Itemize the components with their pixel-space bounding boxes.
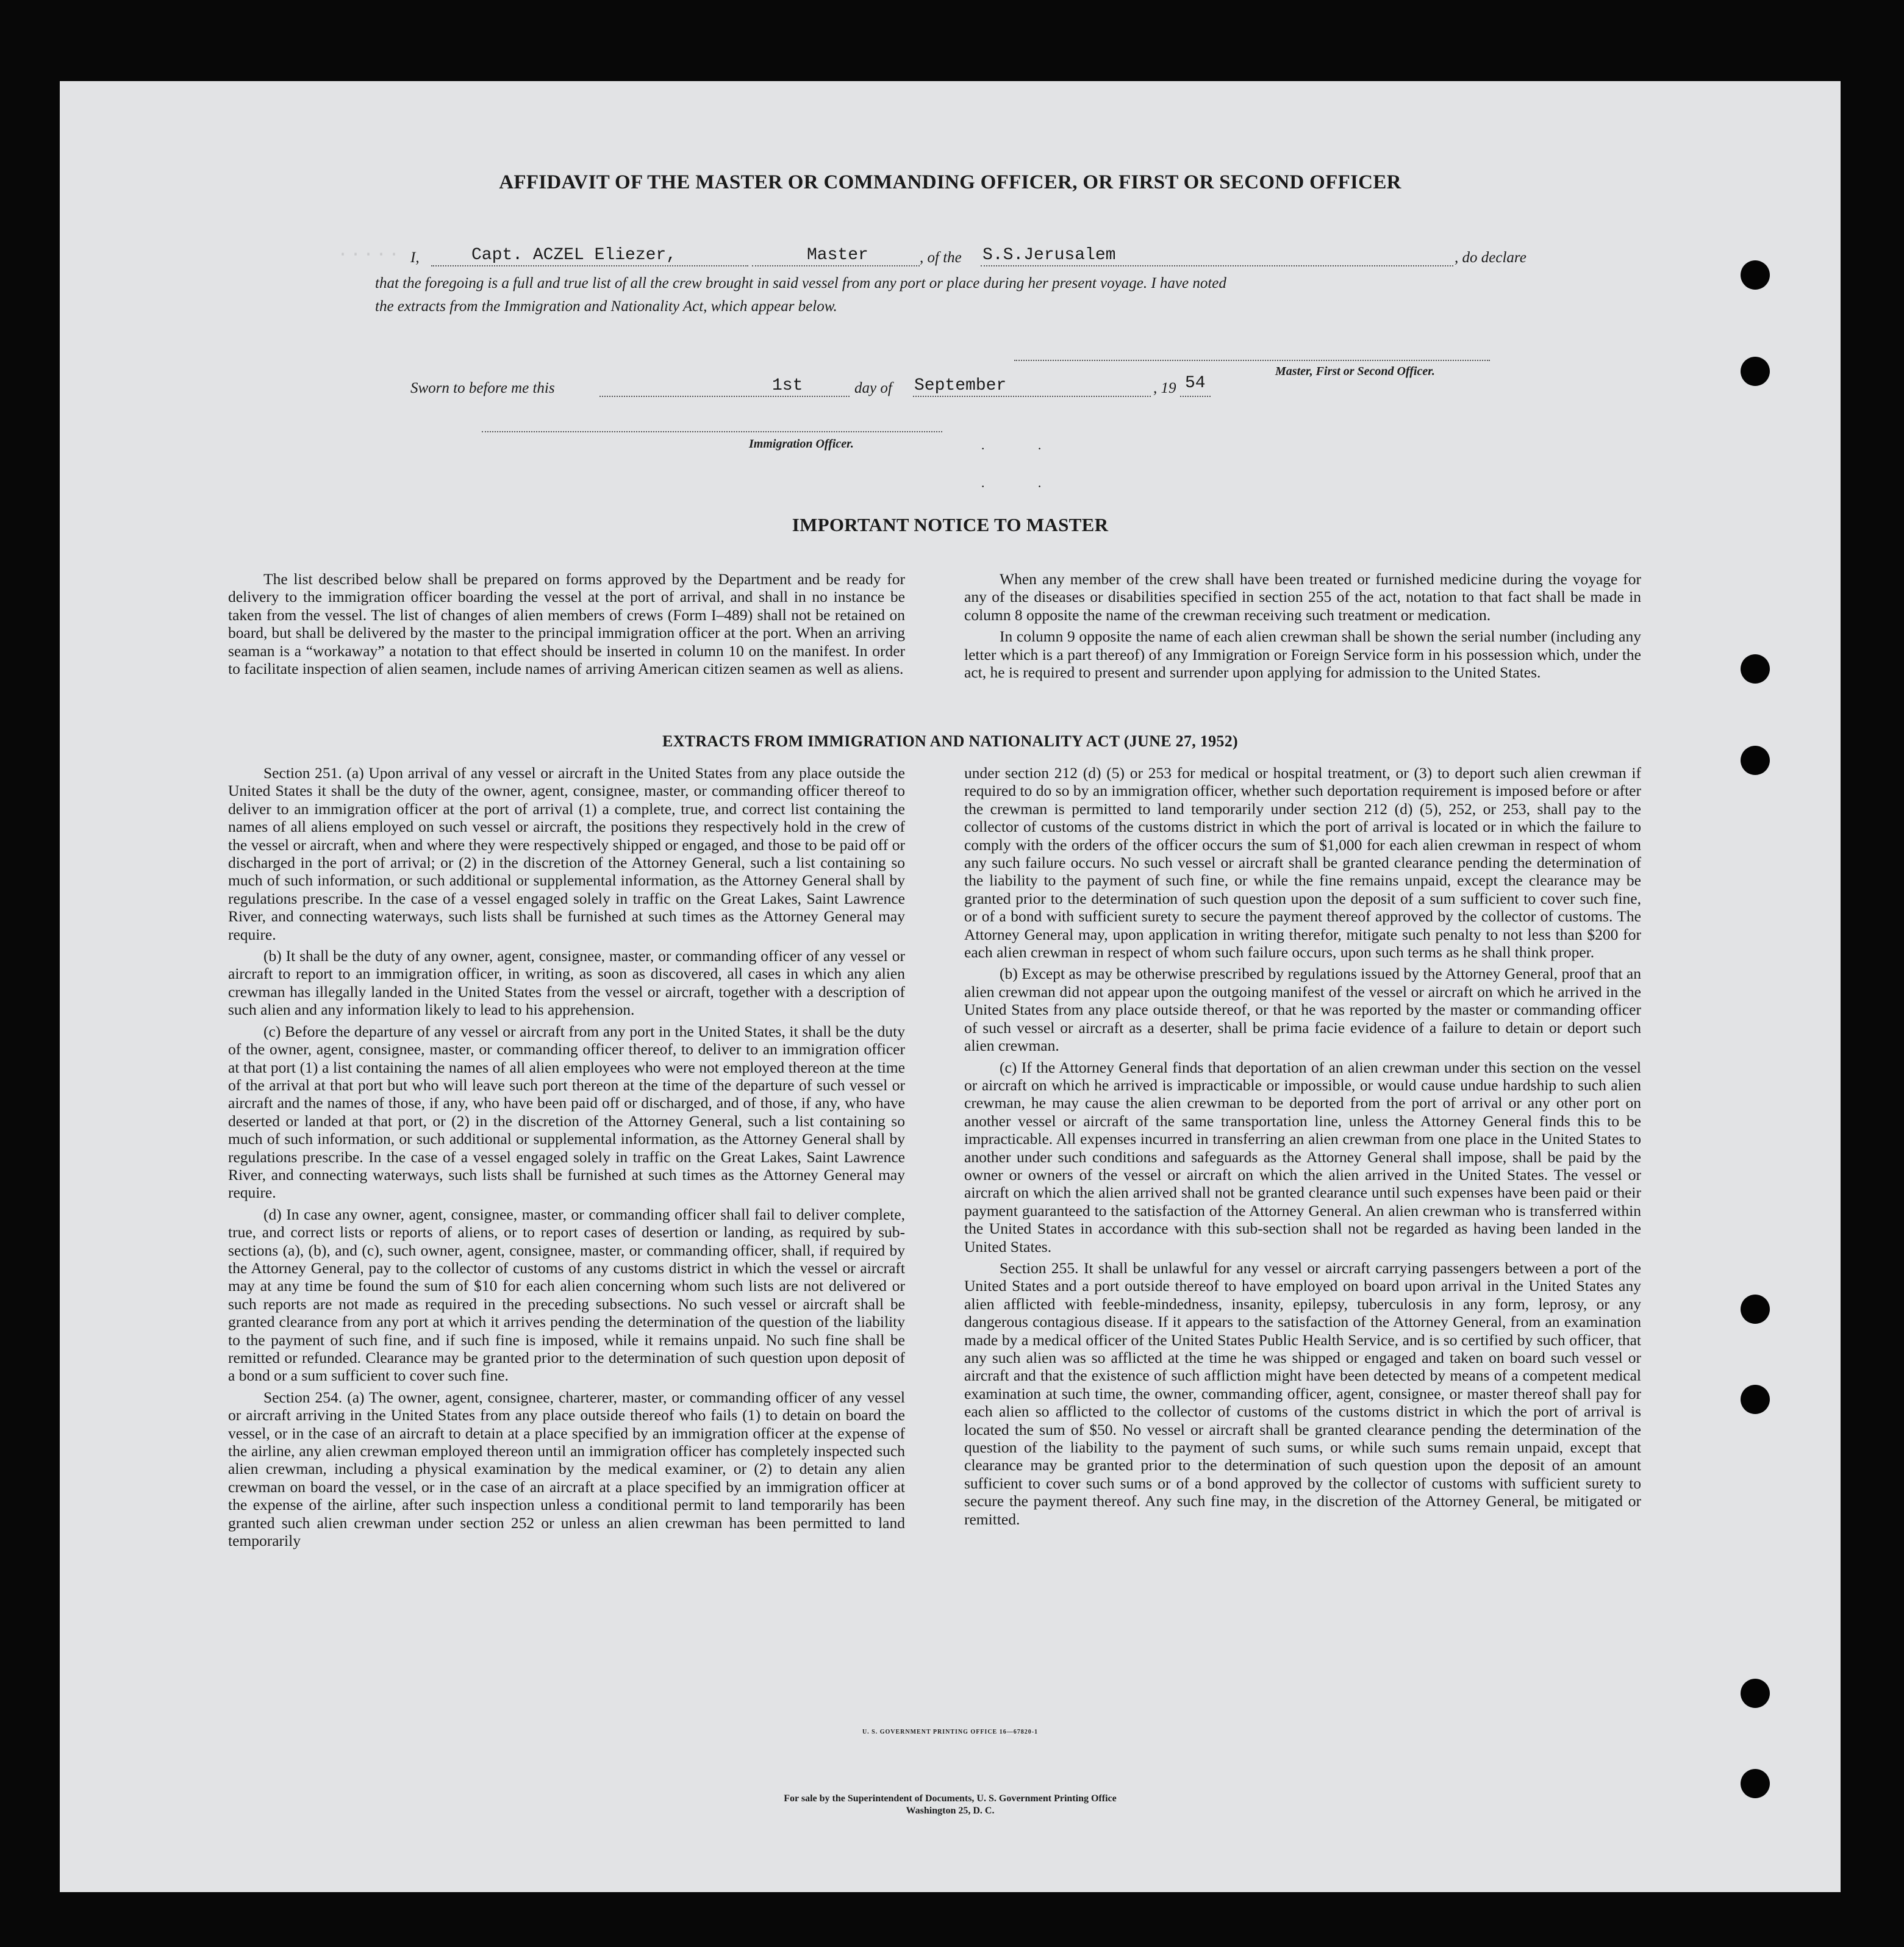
master-signature-line[interactable] [1014,360,1490,361]
sale-line-2: Washington 25, D. C. [906,1806,995,1816]
extract-paragraph: Section 254. (a) The owner, agent, consignee, charterer, master, or commanding officer of any vessel or aircraft arriving in the United States from any place outside thereof who fails (1) to detain on board the vessel, or in the case of an aircraft to detain at a place specified by an immigration officer at the expense of the airline, any alien crewman employed thereon until an immigration officer has completely inspected such alien crewman, including a physical examination by the medical examiner, or (2) to detain any alien crewman on board the vessel, or in the case of an aircraft at a place specified by an immigration officer at the expense of the airline, after such inspection unless a conditional permit to land temporarily has been granted such alien crewman under section 252 or unless an alien crewman has been permitted to land temporarily [228,1388,905,1550]
punch-hole [1741,1385,1770,1414]
notice-paragraph: When any member of the crew shall have been treated or furnished medicine during the voyage for any of the diseases or disabilities specified in section 255 of the act, notation to that fact shall be made in column 8 opposite the name of the crewman receiving such treatment or medication. [964,570,1641,624]
form-page [60,81,1841,1892]
notice-title: IMPORTANT NOTICE TO MASTER [792,514,1109,535]
print-code: U. S. GOVERNMENT PRINTING OFFICE 16—67820-1 [862,1729,1039,1735]
punch-hole [1741,1769,1770,1798]
stray-marks: · · [981,441,1067,456]
immigration-officer-caption: Immigration Officer. [749,437,854,451]
punch-hole [1741,746,1770,775]
sworn-line [410,376,1295,401]
day-of-label: day of [854,380,892,396]
vessel-name-field[interactable]: S.S.Jerusalem [982,246,1116,265]
notice-paragraph: In column 9 opposite the name of each alien crewman shall be shown the serial number (including any letter which is a part thereof) of any Immigration or Foreign Service form in his possession which, under the act, he is required to present and surrender upon applying for admission to the United States. [964,627,1641,682]
notice-left-column [228,570,905,681]
of-the-label: , of the [920,249,962,266]
extract-paragraph: (b) It shall be the duty of any owner, agent, consignee, master, or commanding officer of any vessel or aircraft to report to an immigration officer, in writing, as soon as discovered, all cases in which any alien crewman has illegally landed in the United States from the vessel or aircraft, together with a description of such alien and any information likely to lead to his apprehension. [228,947,905,1019]
master-name-field[interactable]: Capt. ACZEL Eliezer, [471,246,677,265]
declaration-line [410,246,1557,270]
extract-paragraph: (d) In case any owner, agent, consignee, master, or commanding officer shall fail to deliver complete, true, and correct lists or reports of aliens, or to report cases of desertion or landing, as required by sub-sections (a), (b), and (c), such owner, agent, consignee, master, or commanding officer, shall, if required by the Attorney General, pay to the collector of customs of any customs district in which the vessel or aircraft may at any time be found the sum of $10 for each alien concerning whom such lists are not delivered or such reports are not made as required in the preceding subsections. No such vessel or aircraft shall be granted clearance from any port at which it arrives pending the determination of the question of the liability to the payment of such fine, and if such fine is imposed, while it remains unpaid. No such fine shall be remitted or refunded. Clearance may be granted prior to the determination of such question upon deposit of a bond or a sum sufficient to cover such fine. [228,1205,905,1385]
extracts-title: EXTRACTS FROM IMMIGRATION AND NATIONALITY ACT (JUNE 27, 1952) [662,732,1238,750]
punch-hole [1741,357,1770,386]
affidavit-title: AFFIDAVIT OF THE MASTER OR COMMANDING OFFICER, OR FIRST OR SECOND OFFICER [499,171,1401,193]
sworn-year-field[interactable]: 54 [1185,374,1206,393]
extract-paragraph: (c) If the Attorney General finds that deportation of an alien crewman under this section on the vessel or aircraft on which he arrived is impracticable or impossible, or would cause undue hardship to such alien crewman, he may cause the alien crewman to be deported from the port of arrival or any other port on another vessel or aircraft of the same transportation line, unless the Attorney General finds this to be impracticable. All expenses incurred in transferring an alien crewman from one place in the United States to another under such conditions and safeguards as the Attorney General shall impose, shall be paid by the owner or owners of the vessel or aircraft on which the alien arrived in the United States. The vessel or aircraft on which the alien arrived shall not be granted clearance until such expenses have been paid or their payment guaranteed to the satisfaction of the Attorney General. An alien crewman who is transferred within the United States in accordance with this sub-section shall not be regarded as having been landed in the United States. [964,1058,1641,1256]
notice-right-column [964,570,1641,685]
extracts-left-column [228,764,905,1553]
punch-hole [1741,260,1770,290]
year-prefix-label: , 19 [1153,380,1176,396]
declaration-prefix: I, [410,249,420,266]
extract-paragraph: under section 212 (d) (5) or 253 for medical or hospital treatment, or (3) to deport such alien crewman if required to do so by an immigration officer, whether such deportation requirement is imposed before or after the crewman is permitted to land temporarily under section 212 (d) (5), 252, or 253, shall pay to the collector of customs of the customs district in which the port of arrival is located or in which the failure to comply with the orders of the officer occurs the sum of $1,000 for each alien crewman in respect of whom any such failure occurs. No such vessel or aircraft shall be granted clearance pending the determination of the liability to the payment of such fine, or while the fine remains unpaid, except the clearance may be granted prior to the determination of such question upon the deposit of a sum sufficient to cover such fine, or of a bond with sufficient surety to secure the payment thereof approved by the collector of customs. The Attorney General may, upon application in writing therefor, mitigate such penalty to not less than $200 for each alien crewman in respect of whom such failure occurs, upon such terms as he shall think proper. [964,764,1641,962]
extract-paragraph: Section 255. It shall be unlawful for any vessel or aircraft carrying passengers between a port of the United States and a port outside thereof to have employed on board upon arrival in the United States any alien afflicted with feeble-mindedness, insanity, epilepsy, tuberculosis in any form, leprosy, or any dangerous contagious disease. If it appears to the satisfaction of the Attorney General, from an examination made by a medical officer of the United States Public Health Service, and is so certified by such officer, that any such alien was so afflicted at the time he was shipped or engaged and taken on board such vessel or aircraft and that the existence of such affliction might have been detected by means of a competent medical examination at such time, the owner, commanding officer, agent, consignee, or master thereof shall pay for each alien so afflicted to the collector of customs of the customs district in which the port of arrival is located the sum of $50. No vessel or aircraft shall be granted clearance pending the determination of the question of the liability to the payment of such sums, or while such sums remain unpaid, except that clearance may be granted prior to the determination of such question upon the deposit of an amount sufficient to cover such sums or of a bond approved by the collector of customs with sufficient surety to secure the payment thereof. Any such fine may, in the discretion of the Attorney General, be mitigated or remitted. [964,1259,1641,1528]
sworn-month-field[interactable]: September [914,376,1007,395]
stray-marks: · · [981,479,1067,494]
extract-paragraph: Section 251. (a) Upon arrival of any vessel or aircraft in the United States from any place outside the United States it shall be the duty of the owner, agent, consignee, master, or commanding officer thereof to deliver to an immigration officer at the port of arrival (1) a complete, true, and correct list containing the names of all aliens employed on such vessel or aircraft, the positions they respectively hold in the crew of the vessel or aircraft, when and where they were respectively shipped or engaged, and those to be paid off or discharged in the port of arrival; or (2) in the discretion of the Attorney General, such a list containing so much of such information, or such additional or supplemental information, as the Attorney General shall by regulations prescribe. In the case of a vessel engaged solely in traffic on the Great Lakes, Saint Lawrence River, and connecting waterways, such lists shall be furnished at such times as the Attorney General may require. [228,764,905,943]
declaration-line-3: the extracts from the Immigration and Nationality Act, which appear below. [375,298,837,315]
notice-paragraph: The list described below shall be prepared on forms approved by the Department and be ready for delivery to the immigration officer boarding the vessel at the port of arrival, and shall in no instance be taken from the vessel. The list of changes of alien members of crews (Form I–489) shall not be retained on board, but shall be delivered by the master to the principal immigration officer at the port. When an arriving seaman is a “workaway” a notation to that effect should be inserted in column 10 on the manifest. In order to facilitate inspection of alien seamen, include names of arriving American citizen seamen as well as aliens. [228,570,905,678]
bleed-through-mark: ..... [337,241,402,262]
sworn-day-field[interactable]: 1st [772,376,803,395]
punch-hole [1741,1679,1770,1708]
rank-field[interactable]: Master [807,246,868,265]
extract-paragraph: (c) Before the departure of any vessel or aircraft from any port in the United States, it shall be the duty of the owner, agent, consignee, master, or commanding officer thereof, to deliver to an immigration officer at that port (1) a list containing the names of all alien employees who were not employed thereon at the time of the arrival at that port but who will leave such port thereon at the time of the departure of such vessel or aircraft and the names of those, if any, who have been paid off or discharged, and of those, if any, who have deserted or landed at that port, or (2) in the discretion of the Attorney General, such a list containing so much of such information, or such additional or supplemental information, as the Attorney General shall by regulations prescribe. In the case of a vessel engaged solely in traffic on the Great Lakes, Saint Lawrence River, and connecting waterways, such lists shall be furnished at such times as the Attorney General may require. [228,1022,905,1202]
extracts-right-column [964,764,1641,1532]
master-signature-caption: Master, First or Second Officer. [1275,365,1435,378]
declaration-line-2: that the foregoing is a full and true list of all the crew brought in said vessel from any port or place during her present voyage. I have noted [375,275,1226,291]
punch-hole [1741,654,1770,684]
sworn-prefix: Sworn to before me this [410,380,555,396]
do-declare-label: , do declare [1455,249,1526,266]
immigration-officer-signature-line[interactable] [482,431,942,432]
sale-line-1: For sale by the Superintendent of Documents, U. S. Government Printing Office [784,1793,1117,1804]
extract-paragraph: (b) Except as may be otherwise prescribed by regulations issued by the Attorney General, proof that an alien crewman did not appear upon the outgoing manifest of the vessel or aircraft on which he arrived in the United States from any place outside thereof, or that he was reported by the master or commanding officer of such vessel or aircraft as a deserter, shall be prima facie evidence of a failure to detain or deport such alien crewman. [964,965,1641,1055]
punch-hole [1741,1295,1770,1324]
